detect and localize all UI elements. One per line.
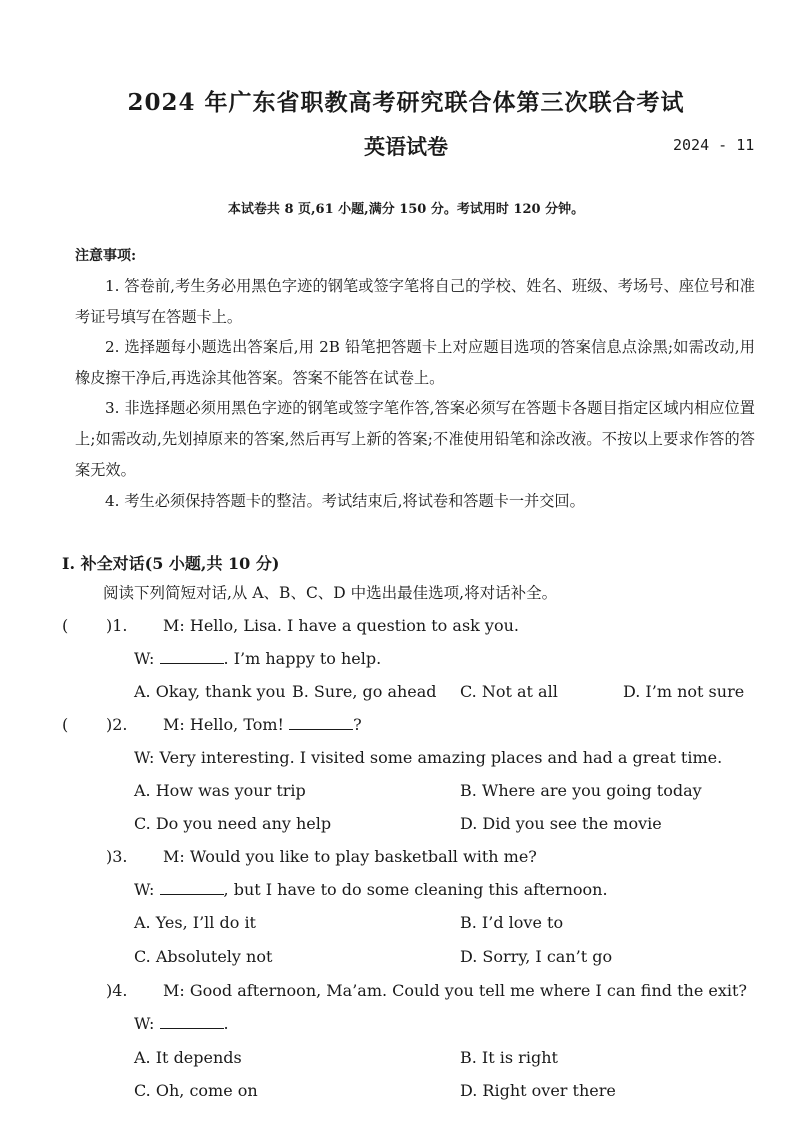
question-m-line: M: Good afternoon, Ma’am. Could you tell me where I can find the exit? (163, 981, 747, 1000)
paper-info: 本试卷共 8 页,61 小题,满分 150 分。考试用时 120 分钟。 (227, 202, 585, 217)
notice-item-2: 2. 选择题每小题选出答案后,用 2B 铅笔把答题卡上对应题目选项的答案信息点涂黑;如需改动,用橡皮擦干净后,再选涂其他答案。答案不能答在试卷上。 (75, 338, 755, 387)
question-2-w-line: W: Very interesting. I visited some amazing places and had a great time. (134, 748, 723, 767)
answer-blank (289, 717, 353, 730)
notice-item-3: 3. 非选择题必须用黑色字迹的钢笔或签字笔作答,答案必须写在答题卡各题目指定区域内相应位置上;如需改动,先划掉原来的答案,然后再写上新的答案;不准使用铅笔和涂改液。不按以上要求作答的答案无效。 (75, 399, 755, 479)
notice-item-1: 1. 答卷前,考生务必用黑色字迹的钢笔或签字笔将自己的学校、姓名、班级、考场号、座位号和准考证号填写在答题卡上。 (75, 277, 755, 326)
notice-item-4: 4. 考生必须保持答题卡的整洁。考试结束后,将试卷和答题卡一并交回。 (105, 492, 585, 510)
option-a: A. It depends (134, 1048, 242, 1067)
exam-title: 2024 年广东省职教高考研究联合体第三次联合考试 (127, 89, 685, 116)
option-c: C. Absolutely not (134, 947, 273, 966)
question-number: )3. (106, 847, 128, 866)
question-number: )2. (106, 715, 128, 734)
option-a: A. Yes, I’ll do it (134, 913, 256, 932)
notice-heading: 注意事项: (75, 248, 137, 264)
answer-paren: ( (62, 616, 69, 635)
option-b: B. It is right (460, 1048, 558, 1067)
option-b: B. Sure, go ahead (292, 682, 437, 701)
section-title: Ⅰ. 补全对话(5 小题,共 10 分) (62, 554, 280, 573)
option-d: D. Did you see the movie (460, 814, 662, 833)
question-m-line: M: Would you like to play basketball with me? (163, 847, 537, 866)
option-b: B. Where are you going today (460, 781, 702, 800)
option-c: C. Not at all (460, 682, 558, 701)
question-3-w-line: W: , but I have to do some cleaning this afternoon. (134, 880, 608, 899)
option-b: B. I’d love to (460, 913, 564, 932)
question-4-w-line: W: . (134, 1014, 229, 1033)
question-1-w-line: W: . I’m happy to help. (134, 649, 382, 668)
question-number: )4. (106, 981, 128, 1000)
option-d: D. Right over there (460, 1081, 616, 1100)
answer-blank (160, 651, 224, 664)
answer-blank (160, 882, 224, 895)
exam-subtitle: 英语试卷 (364, 134, 448, 159)
option-d: D. Sorry, I can’t go (460, 947, 613, 966)
question-m-line: M: Hello, Tom! ? (163, 715, 362, 734)
question-number: )1. (106, 616, 128, 635)
option-d: D. I’m not sure (623, 682, 745, 701)
exam-date: 2024 - 11 (673, 136, 755, 154)
answer-blank (160, 1016, 224, 1029)
option-a: A. Okay, thank you (134, 682, 286, 701)
question-m-line: M: Hello, Lisa. I have a question to ask you. (163, 616, 519, 635)
option-c: C. Oh, come on (134, 1081, 258, 1100)
option-a: A. How was your trip (134, 781, 306, 800)
section-instruction: 阅读下列简短对话,从 A、B、C、D 中选出最佳选项,将对话补全。 (103, 584, 558, 602)
option-c: C. Do you need any help (134, 814, 332, 833)
answer-paren: ( (62, 715, 69, 734)
